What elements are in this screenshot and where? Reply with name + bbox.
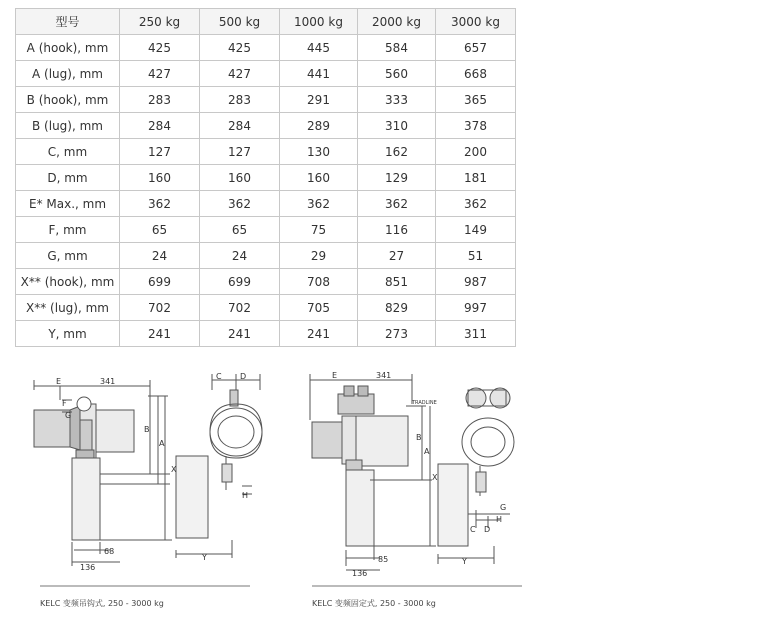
value-cell: 27	[358, 243, 436, 269]
value-cell: 445	[280, 35, 358, 61]
right-drawing-caption: KELC 变频固定式, 250 - 3000 kg	[312, 599, 436, 608]
right-label-341: 341	[376, 371, 392, 380]
value-cell: 362	[436, 191, 516, 217]
value-cell: 584	[358, 35, 436, 61]
value-cell: 668	[436, 61, 516, 87]
row-label-cell: F, mm	[16, 217, 120, 243]
right-label-136: 136	[352, 569, 368, 578]
table-header-cell: 500 kg	[200, 9, 280, 35]
value-cell: 200	[436, 139, 516, 165]
row-label-cell: G, mm	[16, 243, 120, 269]
left-label-341: 341	[100, 377, 116, 386]
value-cell: 311	[436, 321, 516, 347]
value-cell: 427	[200, 61, 280, 87]
row-label-cell: D, mm	[16, 165, 120, 191]
table-row	[16, 113, 516, 139]
right-label-g: G	[500, 503, 507, 512]
value-cell: 289	[280, 113, 358, 139]
value-cell: 560	[358, 61, 436, 87]
table-header-cell: 250 kg	[120, 9, 200, 35]
value-cell: 283	[200, 87, 280, 113]
table-row	[16, 139, 516, 165]
right-label-c: C	[470, 525, 476, 534]
value-cell: 702	[200, 295, 280, 321]
right-label-a: A	[424, 447, 430, 456]
value-cell: 181	[436, 165, 516, 191]
right-label-e: E	[332, 371, 338, 380]
value-cell: 699	[120, 269, 200, 295]
value-cell: 851	[358, 269, 436, 295]
row-label-cell: X** (lug), mm	[16, 295, 120, 321]
left-label-e: E	[56, 377, 62, 386]
value-cell: 129	[358, 165, 436, 191]
table-header-cell: 1000 kg	[280, 9, 358, 35]
value-cell: 705	[280, 295, 358, 321]
hoist-drawings	[0, 360, 768, 626]
value-cell: 130	[280, 139, 358, 165]
value-cell: 427	[120, 61, 200, 87]
value-cell: 987	[436, 269, 516, 295]
right-label-h: H	[496, 515, 503, 524]
value-cell: 362	[200, 191, 280, 217]
value-cell: 65	[120, 217, 200, 243]
value-cell: 291	[280, 87, 358, 113]
row-label-cell: X** (hook), mm	[16, 269, 120, 295]
value-cell: 425	[200, 35, 280, 61]
value-cell: 702	[120, 295, 200, 321]
value-cell: 310	[358, 113, 436, 139]
value-cell: 273	[358, 321, 436, 347]
row-label-cell: C, mm	[16, 139, 120, 165]
table-row	[16, 217, 516, 243]
value-cell: 657	[436, 35, 516, 61]
value-cell: 162	[358, 139, 436, 165]
right-label-b: B	[416, 433, 422, 442]
left-label-136: 136	[80, 563, 96, 572]
table-row	[16, 295, 516, 321]
right-front-view	[438, 388, 514, 564]
value-cell: 241	[280, 321, 358, 347]
value-cell: 362	[280, 191, 358, 217]
row-label-cell: B (hook), mm	[16, 87, 120, 113]
value-cell: 997	[436, 295, 516, 321]
row-label-cell: A (hook), mm	[16, 35, 120, 61]
value-cell: 75	[280, 217, 358, 243]
value-cell: 160	[280, 165, 358, 191]
right-label-85: 85	[378, 555, 389, 564]
right-label-trolley: TRADLINE	[412, 400, 437, 406]
table-row	[16, 61, 516, 87]
left-label-d: D	[240, 372, 247, 381]
value-cell: 362	[358, 191, 436, 217]
left-label-f: F	[62, 399, 67, 408]
left-label-x: X	[171, 465, 177, 474]
value-cell: 24	[200, 243, 280, 269]
table-row	[16, 35, 516, 61]
row-label-cell: E* Max., mm	[16, 191, 120, 217]
table-row	[16, 243, 516, 269]
spec-table	[15, 8, 516, 347]
left-label-c: C	[216, 372, 222, 381]
right-label-y: Y	[462, 557, 467, 566]
value-cell: 160	[120, 165, 200, 191]
table-row	[16, 191, 516, 217]
left-label-a: A	[159, 439, 165, 448]
row-label-cell: Y, mm	[16, 321, 120, 347]
value-cell: 284	[120, 113, 200, 139]
row-label-cell: B (lug), mm	[16, 113, 120, 139]
right-label-x: X	[432, 473, 438, 482]
value-cell: 149	[436, 217, 516, 243]
left-label-h: H	[242, 491, 249, 500]
left-label-b: B	[144, 425, 150, 434]
value-cell: 333	[358, 87, 436, 113]
left-drawing-caption: KELC 变频吊钩式, 250 - 3000 kg	[40, 599, 164, 608]
left-label-y: Y	[202, 553, 207, 562]
left-side-view	[34, 380, 172, 566]
value-cell: 441	[280, 61, 358, 87]
value-cell: 65	[200, 217, 280, 243]
value-cell: 365	[436, 87, 516, 113]
value-cell: 284	[200, 113, 280, 139]
value-cell: 51	[436, 243, 516, 269]
table-header-cell: 2000 kg	[358, 9, 436, 35]
table-row	[16, 269, 516, 295]
value-cell: 127	[120, 139, 200, 165]
value-cell: 24	[120, 243, 200, 269]
value-cell: 699	[200, 269, 280, 295]
table-row	[16, 165, 516, 191]
value-cell: 116	[358, 217, 436, 243]
value-cell: 29	[280, 243, 358, 269]
left-label-68: 68	[104, 547, 115, 556]
table-row	[16, 87, 516, 113]
value-cell: 708	[280, 269, 358, 295]
value-cell: 378	[436, 113, 516, 139]
value-cell: 362	[120, 191, 200, 217]
table-header-cell: 3000 kg	[436, 9, 516, 35]
row-label-cell: A (lug), mm	[16, 61, 120, 87]
value-cell: 241	[200, 321, 280, 347]
value-cell: 425	[120, 35, 200, 61]
table-header-row	[16, 9, 516, 35]
left-label-g: G	[65, 411, 72, 420]
value-cell: 160	[200, 165, 280, 191]
right-label-d: D	[484, 525, 491, 534]
value-cell: 241	[120, 321, 200, 347]
left-front-view	[176, 374, 262, 558]
table-header-cell: 型号	[16, 9, 120, 35]
value-cell: 283	[120, 87, 200, 113]
value-cell: 829	[358, 295, 436, 321]
value-cell: 127	[200, 139, 280, 165]
table-row	[16, 321, 516, 347]
